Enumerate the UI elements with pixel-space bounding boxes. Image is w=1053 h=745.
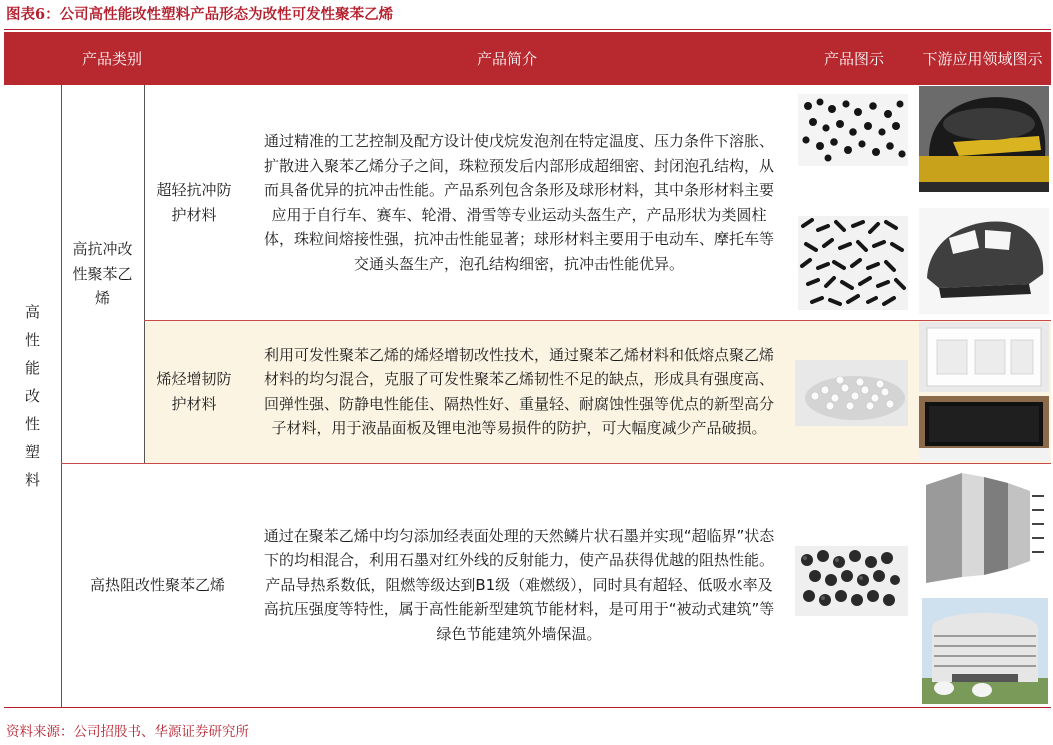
figure-title: 图表6：公司高性能改性塑料产品形态为改性可发性聚苯乙烯 <box>6 6 394 23</box>
row-3-name-cell <box>61 463 254 707</box>
black-pellets-image <box>798 94 908 166</box>
row-3-desc-cell <box>254 463 784 707</box>
header-image: 产品图示 <box>823 49 884 68</box>
row-1-description: 通过精准的工艺控制及配方设计使戊烷发泡剂在特定温度、压力条件下溶胀、扩散进入聚苯乙烯分子之间，珠粒预发后内部形成超细密、封闭泡孔结构，从而具备优异的抗冲击性能。产品系列包含条形及球形材料，其中条形材料主要应用于自行车、赛车、轮滑、滑雪等专业运动头盔生产，产品形状为类圆柱体，珠粒间熔接性强，抗冲击性能显著；球形材料主要用于电动车、摩托车等交通头盔生产，泡孔结构细密，抗冲击性能优异。 <box>263 132 774 273</box>
table-header <box>4 32 1051 85</box>
parent-category-label: 高抗冲改性聚苯乙烯 <box>72 240 133 308</box>
foam-packaging-image <box>919 322 1049 392</box>
group-cell <box>4 85 61 707</box>
row-1-desc-cell <box>254 85 784 320</box>
racing-helmet-image <box>919 86 1049 192</box>
header-intro: 产品简介 <box>476 49 537 68</box>
title-rule <box>4 29 1051 30</box>
building-image <box>922 598 1048 704</box>
group-label: 高性能改性塑料 <box>24 303 40 489</box>
row-3-description: 通过在聚苯乙烯中均匀添加经表面处理的天然鳞片状石墨并实现“超临界”状态下的均相混合，利用石墨对红外线的反射能力，使产品获得优越的阻热性能。产品导热系数低，阻燃等级达到B1级（难燃级），同时具有超轻、低吸水率及高抗压强度等特性，属于高性能新型建筑节能材料，是可用于“被动式建筑”等绿色节能建筑外墙保温。 <box>263 526 775 643</box>
wall-insulation-image <box>922 465 1048 583</box>
parent-category-cell <box>61 85 144 463</box>
header-downstream: 下游应用领域图示 <box>922 49 1043 68</box>
row-1-name: 超轻抗冲防护材料 <box>156 181 232 224</box>
black-rods-image <box>798 216 908 310</box>
source-note: 资料来源：公司招股书、华源证券研究所 <box>6 724 249 740</box>
bike-helmet-image <box>919 208 1049 314</box>
row-2-desc-cell <box>254 320 784 463</box>
row-2-description: 利用可发性聚苯乙烯的烯烃增韧改性技术，通过聚苯乙烯材料和低熔点聚乙烯材料的均匀混合，克服了可发性聚苯乙烯韧性不足的缺点，形成具有强度高、回弹性强、防静电性能佳、隔热性好、重量轻、耐腐蚀性强等优点的新型高分子材料，用于液晶面板及锂电池等易损件的防护，可大幅度减少产品破损。 <box>263 345 774 437</box>
row-3-name: 高热阻改性聚苯乙烯 <box>89 575 225 594</box>
white-beads-image <box>795 360 908 426</box>
footer-rule <box>4 707 1051 708</box>
row-1-name-cell <box>144 85 244 320</box>
lcd-panel-image <box>919 396 1049 461</box>
graphite-pellets-image <box>795 546 908 616</box>
header-category: 产品类别 <box>81 49 142 68</box>
row-2-name: 烯烃增韧防护材料 <box>156 370 232 413</box>
row-2-name-cell <box>144 320 244 463</box>
